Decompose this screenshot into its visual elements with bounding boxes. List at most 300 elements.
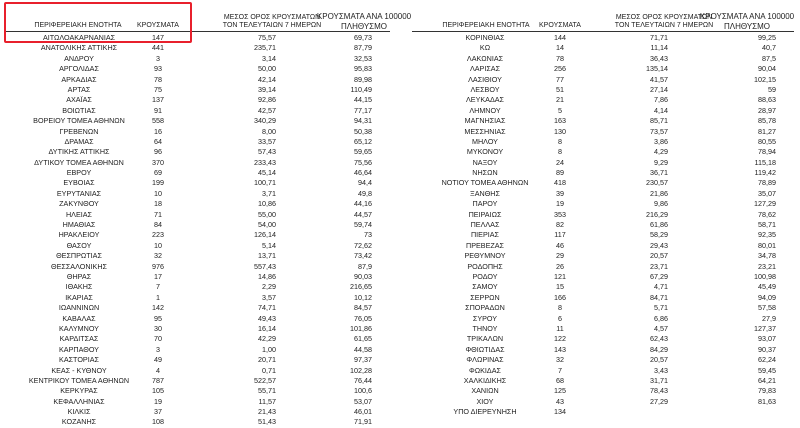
table-row (0, 220, 400, 230)
cell-cases: 6 (558, 313, 562, 323)
cell-region: ΤΗΝΟΥ (472, 323, 498, 333)
table-row (400, 355, 800, 365)
table-row (0, 303, 400, 313)
cell-cases: 3 (156, 344, 160, 354)
cell-per100k: 73,42 (354, 251, 372, 261)
cell-avg7: 5,14 (262, 240, 276, 250)
cell-region: ΑΡΓΟΛΙΔΑΣ (59, 64, 99, 74)
cell-per100k: 76,05 (354, 313, 372, 323)
cell-avg7: 21,43 (258, 407, 276, 417)
cell-avg7: 557,43 (254, 261, 276, 271)
cell-region: ΥΠΟ ΔΙΕΡΕΥΝΗΣΗ (453, 407, 517, 417)
table-row (400, 199, 800, 209)
cell-per100k: 81,63 (758, 396, 776, 406)
cell-cases: 29 (556, 251, 564, 261)
cell-avg7: 20,71 (258, 355, 276, 365)
cell-region: ΙΩΑΝΝΙΝΩΝ (58, 303, 100, 313)
cell-per100k: 69,73 (354, 33, 372, 42)
table-row (0, 168, 400, 178)
cell-cases: 125 (554, 386, 566, 396)
cell-avg7: 36,43 (650, 53, 668, 63)
cell-per100k: 84,57 (354, 303, 372, 313)
cell-per100k: 45,49 (758, 282, 776, 292)
cell-per100k: 44,57 (354, 209, 372, 219)
cell-cases: 223 (152, 230, 164, 240)
table-row (0, 366, 400, 376)
cell-avg7: 14,86 (258, 271, 276, 281)
cell-avg7: 36,71 (650, 168, 668, 178)
cell-region: ΜΗΛΟΥ (472, 136, 498, 146)
cell-region: ΝΟΤΙΟΥ ΤΟΜΕΑ ΑΘΗΝΩΝ (441, 178, 529, 188)
table-row (0, 54, 400, 64)
cell-cases: 117 (554, 230, 566, 240)
cell-per100k: 101,86 (350, 323, 372, 333)
table-row (0, 199, 400, 209)
cell-cases: 163 (554, 116, 566, 126)
right-header-cases: ΚΡΟΥΣΜΑΤΑ (539, 22, 581, 29)
cell-per100k: 57,58 (758, 303, 776, 313)
cell-cases: 144 (554, 33, 566, 42)
cell-cases: 17 (154, 271, 162, 281)
cell-per100k: 94,09 (758, 292, 776, 302)
cell-cases: 4 (156, 365, 160, 375)
cell-region: ΚΑΛΥΜΝΟΥ (59, 323, 99, 333)
table-row (0, 293, 400, 303)
cell-region: ΓΡΕΒΕΝΩΝ (59, 126, 99, 136)
cell-cases: 82 (556, 220, 564, 230)
table-row (400, 324, 800, 334)
cell-cases: 91 (154, 105, 162, 115)
cell-avg7: 84,71 (650, 292, 668, 302)
cell-cases: 19 (154, 396, 162, 406)
right-header-per100k-line1: ΚΡΟΥΣΜΑΤΑ ΑΝΑ 100000 (699, 12, 795, 21)
left-header-region: ΠΕΡΙΦΕΡΕΙΑΚΗ ΕΝΟΤΗΤΑ (34, 22, 122, 29)
cell-region: ΕΥΒΟΙΑΣ (63, 178, 95, 188)
highlight-box (4, 2, 192, 43)
cell-per100k: 77,17 (354, 105, 372, 115)
cell-region: ΚΑΡΠΑΘΟΥ (59, 344, 99, 354)
cell-per100k: 89,98 (354, 74, 372, 84)
cell-cases: 46 (556, 240, 564, 250)
cell-region: ΝΑΞΟΥ (472, 157, 498, 167)
cell-cases: 7 (558, 365, 562, 375)
table-row (400, 189, 800, 199)
cell-per100k: 127,29 (754, 199, 776, 209)
cell-avg7: 27,29 (650, 396, 668, 406)
cell-avg7: 5,71 (654, 303, 668, 313)
cell-per100k: 102,15 (754, 74, 776, 84)
cell-region: ΖΑΚΥΝΘΟΥ (59, 199, 99, 209)
cell-avg7: 135,14 (646, 64, 668, 74)
table-row (400, 282, 800, 292)
table-row (0, 397, 400, 407)
table-row (0, 178, 400, 188)
table-row (0, 85, 400, 95)
table-row (0, 386, 400, 396)
cell-cases: 199 (152, 178, 164, 188)
cell-region: ΧΑΛΚΙΔΙΚΗΣ (463, 375, 507, 385)
cell-per100k: 79,83 (758, 386, 776, 396)
cell-region: ΡΟΔΟΠΗΣ (467, 261, 503, 271)
cell-per100k: 58,71 (758, 220, 776, 230)
cell-cases: 418 (554, 178, 566, 188)
cell-region: ΝΗΣΩΝ (472, 168, 498, 178)
cell-cases: 121 (554, 271, 566, 281)
cell-avg7: 3,14 (262, 53, 276, 63)
cell-per100k: 216,65 (350, 282, 372, 292)
table-row (0, 137, 400, 147)
cell-per100k: 46,01 (354, 407, 372, 417)
cell-avg7: 85,71 (650, 116, 668, 126)
table-row (0, 75, 400, 85)
cell-cases: 5 (558, 105, 562, 115)
cell-region: ΠΡΕΒΕΖΑΣ (466, 240, 504, 250)
cell-region: ΕΥΡΥΤΑΝΙΑΣ (56, 188, 102, 198)
table-row (0, 241, 400, 251)
cell-per100k: 73 (364, 230, 372, 240)
table-row (400, 262, 800, 272)
table-row (0, 417, 400, 427)
table-row (400, 54, 800, 64)
cell-cases: 8 (558, 303, 562, 313)
cell-region: ΜΑΓΝΗΣΙΑΣ (464, 116, 506, 126)
table-row (400, 137, 800, 147)
table-row (0, 189, 400, 199)
left-header-per100k-line2: ΠΛΗΘΥΣΜΟ (340, 22, 388, 31)
cell-per100k: 10,12 (354, 292, 372, 302)
cell-cases: 1 (156, 292, 160, 302)
table-row (400, 386, 800, 396)
cell-avg7: 340,29 (254, 116, 276, 126)
table-row (0, 116, 400, 126)
cell-avg7: 9,29 (654, 157, 668, 167)
cell-cases: 10 (154, 188, 162, 198)
cell-cases: 143 (554, 344, 566, 354)
table-row (400, 376, 800, 386)
cell-per100k: 110,49 (350, 84, 372, 94)
cell-region: ΗΛΕΙΑΣ (65, 209, 93, 219)
cell-cases: 15 (556, 282, 564, 292)
cell-per100k: 44,58 (354, 344, 372, 354)
cell-region: ΑΝΑΤΟΛΙΚΗΣ ΑΤΤΙΚΗΣ (40, 43, 118, 53)
cell-cases: 32 (154, 251, 162, 261)
cell-per100k: 50,38 (354, 126, 372, 136)
table-row (0, 106, 400, 116)
cell-region: ΧΑΝΙΩΝ (471, 386, 499, 396)
cell-avg7: 29,43 (650, 240, 668, 250)
cell-per100k: 44,16 (354, 199, 372, 209)
cell-avg7: 10,86 (258, 199, 276, 209)
left-header-per100k-line1: ΚΡΟΥΣΜΑΤΑ ΑΝΑ 100000 (316, 12, 412, 21)
cell-region: ΒΟΡΕΙΟΥ ΤΟΜΕΑ ΑΘΗΝΩΝ (33, 116, 125, 126)
cell-region: ΜΕΣΣΗΝΙΑΣ (464, 126, 506, 136)
cell-region: ΔΡΑΜΑΣ (64, 136, 94, 146)
cell-per100k: 27,9 (762, 313, 776, 323)
cell-avg7: 57,43 (258, 147, 276, 157)
cell-per100k: 64,21 (758, 375, 776, 385)
cell-per100k: 35,07 (758, 188, 776, 198)
cell-region: ΦΛΩΡΙΝΑΣ (466, 355, 504, 365)
cell-region: ΗΜΑΘΙΑΣ (62, 220, 96, 230)
cell-per100k: 87,5 (762, 53, 776, 63)
cell-avg7: 3,86 (654, 136, 668, 146)
cell-per100k: 59 (768, 84, 776, 94)
cell-cases: 19 (556, 199, 564, 209)
cell-cases: 787 (152, 375, 164, 385)
cell-cases: 166 (554, 292, 566, 302)
cell-per100k: 87,79 (354, 43, 372, 53)
cell-avg7: 84,29 (650, 344, 668, 354)
cell-cases: 75 (154, 84, 162, 94)
cell-cases: 89 (556, 168, 564, 178)
cell-cases: 7 (156, 282, 160, 292)
cell-region: ΚΑΡΔΙΤΣΑΣ (59, 334, 99, 344)
table-row (0, 272, 400, 282)
cell-cases: 77 (556, 74, 564, 84)
cell-avg7: 45,14 (258, 168, 276, 178)
table-row (400, 210, 800, 220)
cell-per100k: 40,7 (762, 43, 776, 53)
cell-cases: 30 (154, 323, 162, 333)
cell-region: ΣΠΟΡΑΔΩΝ (465, 303, 505, 313)
cell-per100k: 100,6 (354, 386, 372, 396)
table-row (400, 366, 800, 376)
table-row (0, 251, 400, 261)
cell-cases: 39 (556, 188, 564, 198)
cell-cases: 69 (154, 168, 162, 178)
cell-region: ΜΥΚΟΝΟΥ (466, 147, 504, 157)
cell-cases: 24 (556, 157, 564, 167)
table-row (0, 95, 400, 105)
cell-per100k: 46,64 (354, 168, 372, 178)
cell-per100k: 87,9 (358, 261, 372, 271)
table-row (400, 64, 800, 74)
cell-cases: 108 (152, 417, 164, 427)
cell-cases: 93 (154, 64, 162, 74)
cell-cases: 78 (556, 53, 564, 63)
cell-region: ΠΙΕΡΙΑΣ (470, 230, 499, 240)
cell-per100k: 93,07 (758, 334, 776, 344)
cell-avg7: 2,29 (262, 282, 276, 292)
cell-per100k: 62,24 (758, 355, 776, 365)
cell-region: ΗΡΑΚΛΕΙΟΥ (58, 230, 100, 240)
cell-avg7: 42,57 (258, 105, 276, 115)
cell-region: ΒΟΙΩΤΙΑΣ (62, 105, 96, 115)
cell-avg7: 42,29 (258, 334, 276, 344)
cell-per100k: 90,37 (758, 344, 776, 354)
cell-per100k: 53,07 (354, 396, 372, 406)
cell-per100k: 80,01 (758, 240, 776, 250)
cell-avg7: 16,14 (258, 323, 276, 333)
cell-per100k: 88,63 (758, 95, 776, 105)
cell-region: ΚΕΦΑΛΛΗΝΙΑΣ (53, 396, 105, 406)
cell-avg7: 235,71 (254, 43, 276, 53)
cell-cases: 105 (152, 386, 164, 396)
cell-cases: 71 (154, 209, 162, 219)
table-row (0, 210, 400, 220)
cell-avg7: 67,29 (650, 271, 668, 281)
cell-region: ΠΑΡΟΥ (472, 199, 498, 209)
cell-region: ΚΕΑΣ - ΚΥΘΝΟΥ (51, 365, 107, 375)
cell-region: ΕΒΡΟΥ (66, 168, 92, 178)
cell-avg7: 4,71 (654, 282, 668, 292)
cell-per100k: 49,8 (358, 188, 372, 198)
cell-cases: 8 (558, 147, 562, 157)
cell-per100k: 32,53 (354, 53, 372, 63)
table-row (400, 314, 800, 324)
cell-region: ΑΧΑΪΑΣ (66, 95, 92, 105)
cell-region: ΑΝΔΡΟΥ (64, 53, 94, 63)
table-row (400, 407, 800, 417)
cell-region: ΦΘΙΩΤΙΔΑΣ (465, 344, 505, 354)
cell-avg7: 4,29 (654, 147, 668, 157)
right-header-underline (412, 31, 794, 32)
table-row (0, 262, 400, 272)
cell-per100k: 34,78 (758, 251, 776, 261)
cell-cases: 37 (154, 407, 162, 417)
cell-region: ΚΩ (479, 43, 491, 53)
cell-cases: 8 (558, 136, 562, 146)
cell-cases: 137 (152, 95, 164, 105)
table-row (400, 241, 800, 251)
table-row (0, 345, 400, 355)
cell-region: ΛΕΣΒΟΥ (470, 84, 500, 94)
cell-avg7: 75,57 (258, 33, 276, 42)
cell-per100k: 102,28 (350, 365, 372, 375)
cell-region: ΛΑΣΙΘΙΟΥ (468, 74, 502, 84)
cell-avg7: 55,00 (258, 209, 276, 219)
cell-region: ΛΕΥΚΑΔΑΣ (465, 95, 504, 105)
cell-per100k: 59,65 (354, 147, 372, 157)
cell-per100k: 59,74 (354, 220, 372, 230)
cell-avg7: 4,57 (654, 323, 668, 333)
cell-per100k: 119,42 (754, 168, 776, 178)
cell-cases: 130 (554, 126, 566, 136)
cell-cases: 18 (154, 199, 162, 209)
cell-avg7: 27,14 (650, 84, 668, 94)
cell-avg7: 20,57 (650, 251, 668, 261)
cell-avg7: 9,86 (654, 199, 668, 209)
table-row (0, 355, 400, 365)
cell-cases: 78 (154, 74, 162, 84)
cell-avg7: 41,57 (650, 74, 668, 84)
cell-avg7: 3,57 (262, 292, 276, 302)
cell-region: ΣΥΡΟΥ (472, 313, 498, 323)
cell-avg7: 522,57 (254, 375, 276, 385)
cell-per100k: 90,04 (758, 64, 776, 74)
cell-avg7: 1,00 (262, 344, 276, 354)
cell-region: ΙΘΑΚΗΣ (65, 282, 93, 292)
cell-avg7: 42,14 (258, 74, 276, 84)
cell-cases: 558 (152, 116, 164, 126)
table-row (0, 324, 400, 334)
cell-cases: 353 (554, 209, 566, 219)
cell-per100k: 90,03 (354, 271, 372, 281)
cell-cases: 32 (556, 355, 564, 365)
cell-per100k: 28,97 (758, 105, 776, 115)
table-row (400, 251, 800, 261)
cell-region: ΑΡΤΑΣ (67, 84, 91, 94)
cell-cases: 370 (152, 157, 164, 167)
table-row (400, 95, 800, 105)
cell-per100k: 97,37 (354, 355, 372, 365)
cell-cases: 64 (154, 136, 162, 146)
cell-per100k: 95,83 (354, 64, 372, 74)
cell-cases: 16 (154, 126, 162, 136)
cell-avg7: 100,71 (254, 178, 276, 188)
cell-avg7: 11,57 (258, 396, 276, 406)
cell-cases: 49 (154, 355, 162, 365)
cell-avg7: 50,00 (258, 64, 276, 74)
cell-region: ΠΕΙΡΑΙΩΣ (468, 209, 502, 219)
cell-region: ΧΙΟΥ (476, 396, 494, 406)
cell-region: ΘΗΡΑΣ (66, 271, 92, 281)
cell-region: ΠΕΛΛΑΣ (470, 220, 500, 230)
cell-avg7: 78,43 (650, 386, 668, 396)
cell-per100k: 76,44 (354, 375, 372, 385)
cell-cases: 976 (152, 261, 164, 271)
cell-cases: 95 (154, 313, 162, 323)
cell-per100k: 80,55 (758, 136, 776, 146)
cell-per100k: 85,78 (758, 116, 776, 126)
cell-avg7: 31,71 (650, 375, 668, 385)
cell-region: ΛΗΜΝΟΥ (469, 105, 501, 115)
table-row (0, 376, 400, 386)
cell-avg7: 51,43 (258, 417, 276, 427)
cell-avg7: 13,71 (258, 251, 276, 261)
table-row (400, 85, 800, 95)
cell-avg7: 21,86 (650, 188, 668, 198)
cell-per100k: 94,31 (354, 116, 372, 126)
table-row (400, 127, 800, 137)
cell-per100k: 92,35 (758, 230, 776, 240)
cell-cases: 26 (556, 261, 564, 271)
cell-per100k: 115,18 (754, 157, 776, 167)
cell-region: ΚΙΛΚΙΣ (67, 407, 91, 417)
cell-region: ΔΥΤΙΚΟΥ ΤΟΜΕΑ ΑΘΗΝΩΝ (34, 157, 124, 167)
cell-avg7: 23,71 (650, 261, 668, 271)
cell-cases: 10 (154, 240, 162, 250)
cell-per100k: 78,94 (758, 147, 776, 157)
cell-avg7: 73,57 (650, 126, 668, 136)
table-row (400, 303, 800, 313)
cell-per100k: 59,45 (758, 365, 776, 375)
table-row (0, 334, 400, 344)
cell-per100k: 100,98 (754, 271, 776, 281)
cell-region: ΘΕΣΠΡΩΤΙΑΣ (56, 251, 102, 261)
table-row (400, 272, 800, 282)
cell-region: ΚΕΝΤΡΙΚΟΥ ΤΟΜΕΑ ΑΘΗΝΩΝ (28, 375, 130, 385)
cell-avg7: 230,57 (646, 178, 668, 188)
table-row (400, 397, 800, 407)
cell-region: ΛΑΡΙΣΑΣ (469, 64, 501, 74)
cell-region: ΘΑΣΟΥ (66, 240, 92, 250)
table-row (400, 116, 800, 126)
cell-region: ΚΟΡΙΝΘΙΑΣ (465, 33, 505, 42)
table-row (400, 178, 800, 188)
cell-avg7: 74,71 (258, 303, 276, 313)
cell-per100k: 75,56 (354, 157, 372, 167)
cell-avg7: 233,43 (254, 157, 276, 167)
cell-avg7: 55,71 (258, 386, 276, 396)
cell-cases: 142 (152, 303, 164, 313)
cell-cases: 134 (554, 407, 566, 417)
right-header-region: ΠΕΡΙΦΕΡΕΙΑΚΗ ΕΝΟΤΗΤΑ (442, 22, 530, 29)
cell-cases: 96 (154, 147, 162, 157)
cell-per100k: 99,25 (758, 33, 776, 42)
left-header-avg-line1: ΜΕΣΟΣ ΟΡΟΣ ΚΡΟΥΣΜΑΤΩΝ (223, 14, 321, 21)
table-row (0, 407, 400, 417)
